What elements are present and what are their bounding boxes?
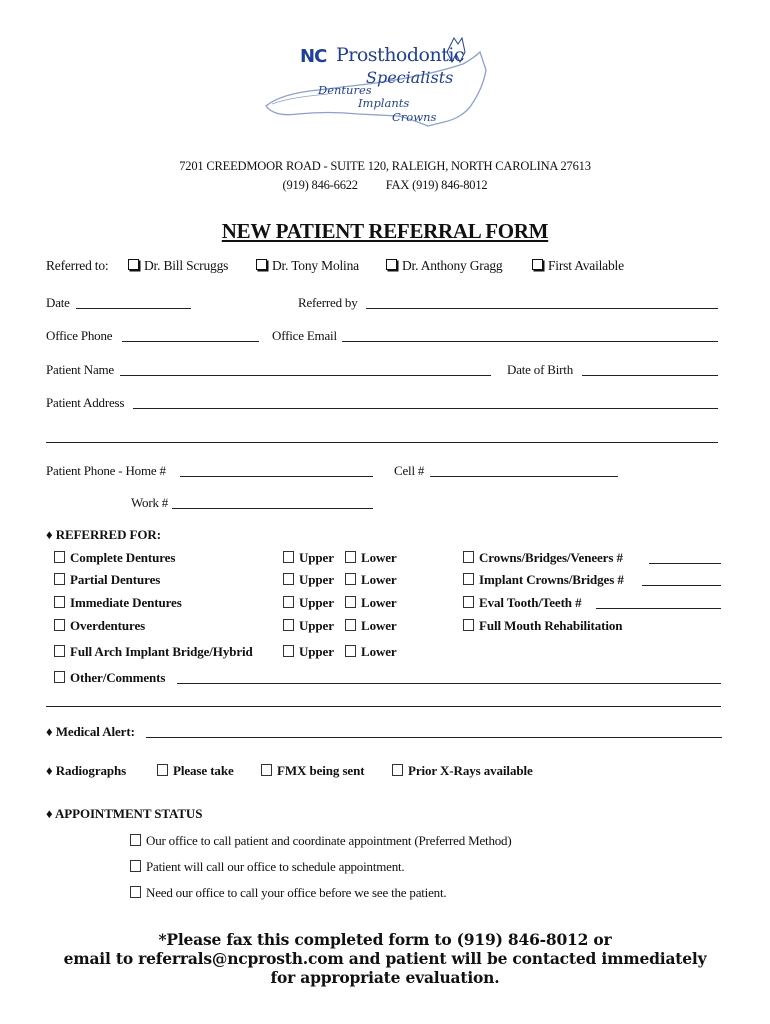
checkbox-icon[interactable] <box>54 573 65 585</box>
logo-subtitle: Specialists <box>366 68 454 87</box>
practice-address: 7201 CREEDMOOR ROAD - SUITE 120, RALEIGH, NORTH CAROLINA 27613 <box>179 159 591 173</box>
checkbox-icon[interactable] <box>157 764 168 776</box>
immediate-dentures-lower[interactable]: Lower <box>345 595 397 611</box>
footer-line-2: email to referrals@ncprosth.com and patient will be contacted immediately <box>63 949 707 968</box>
option-first-available[interactable]: First Available <box>532 258 624 274</box>
referred-by-label: Referred by <box>298 295 358 310</box>
date-label: Date <box>46 295 70 310</box>
checkbox-icon[interactable] <box>283 645 294 657</box>
option-full-arch-implant[interactable]: Full Arch Implant Bridge/Hybrid <box>54 644 253 660</box>
checkbox-icon[interactable] <box>463 573 474 585</box>
referred-by-input-line[interactable] <box>366 308 718 309</box>
radiograph-prior-available[interactable]: Prior X-Rays available <box>392 763 533 779</box>
option-full-mouth-rehab[interactable]: Full Mouth Rehabilitation <box>463 618 622 634</box>
checkbox-icon[interactable] <box>283 596 294 608</box>
checkbox-icon[interactable] <box>345 551 356 563</box>
checkbox-icon[interactable] <box>54 551 65 563</box>
partial-dentures-lower[interactable]: Lower <box>345 572 397 588</box>
logo-service-implants: Implants <box>358 96 410 110</box>
overdentures-upper[interactable]: Upper <box>283 618 334 634</box>
office-phone-input-line[interactable] <box>122 341 259 342</box>
form-title: NEW PATIENT REFERRAL FORM <box>221 219 549 243</box>
option-complete-dentures[interactable]: Complete Dentures <box>54 550 175 566</box>
checkbox-icon[interactable] <box>283 573 294 585</box>
logo-nc: NC <box>300 46 327 67</box>
crowns-teeth-input-line[interactable] <box>649 563 721 564</box>
complete-dentures-lower[interactable]: Lower <box>345 550 397 566</box>
checkbox-icon[interactable] <box>386 259 397 270</box>
eval-teeth-input-line[interactable] <box>596 608 721 609</box>
medical-alert-label: ♦ Medical Alert: <box>46 724 135 739</box>
checkbox-icon[interactable] <box>463 619 474 631</box>
checkbox-icon[interactable] <box>283 619 294 631</box>
checkbox-icon[interactable] <box>463 551 474 563</box>
diamond-bullet-icon: ♦ <box>46 763 53 778</box>
patient-name-label: Patient Name <box>46 362 114 377</box>
dob-input-line[interactable] <box>582 375 718 376</box>
patient-address-line-2[interactable] <box>46 442 718 443</box>
logo-service-crowns: Crowns <box>392 110 437 124</box>
logo-brand: Prosthodontic <box>336 44 465 66</box>
office-email-label: Office Email <box>272 328 337 343</box>
complete-dentures-upper[interactable]: Upper <box>283 550 334 566</box>
checkbox-icon[interactable] <box>54 596 65 608</box>
office-phone-label: Office Phone <box>46 328 113 343</box>
practice-fax: FAX (919) 846-8012 <box>385 178 488 192</box>
checkbox-icon[interactable] <box>128 259 139 270</box>
overdentures-lower[interactable]: Lower <box>345 618 397 634</box>
option-dr-molina[interactable]: Dr. Tony Molina <box>256 258 359 274</box>
option-implant-crowns-bridges[interactable]: Implant Crowns/Bridges # <box>463 572 624 588</box>
referred-to-label: Referred to: <box>46 258 109 273</box>
cell-label: Cell # <box>394 463 425 478</box>
radiograph-fmx-sent[interactable]: FMX being sent <box>261 763 364 779</box>
cell-input-line[interactable] <box>430 476 618 477</box>
option-immediate-dentures[interactable]: Immediate Dentures <box>54 595 182 611</box>
diamond-bullet-icon: ♦ <box>46 806 53 821</box>
partial-dentures-upper[interactable]: Upper <box>283 572 334 588</box>
checkbox-icon[interactable] <box>54 645 65 657</box>
checkbox-icon[interactable] <box>463 596 474 608</box>
date-input-line[interactable] <box>76 308 191 309</box>
option-dr-scruggs[interactable]: Dr. Bill Scruggs <box>128 258 228 274</box>
appointment-status-heading: ♦ APPOINTMENT STATUS <box>46 806 203 821</box>
option-partial-dentures[interactable]: Partial Dentures <box>54 572 160 588</box>
option-other-comments[interactable]: Other/Comments <box>54 670 165 686</box>
option-crowns-bridges-veneers[interactable]: Crowns/Bridges/Veneers # <box>463 550 623 566</box>
comments-input-line-2[interactable] <box>46 706 721 707</box>
radiographs-label: ♦ Radiographs <box>46 763 127 778</box>
appointment-option-patient-calls[interactable]: Patient will call our office to schedule appointment. <box>130 859 404 875</box>
patient-address-label: Patient Address <box>46 395 125 410</box>
checkbox-icon[interactable] <box>345 619 356 631</box>
footer-line-3: for appropriate evaluation. <box>270 968 500 987</box>
full-arch-upper[interactable]: Upper <box>283 644 334 660</box>
patient-name-input-line[interactable] <box>120 375 491 376</box>
checkbox-icon[interactable] <box>54 619 65 631</box>
practice-phone: (919) 846-6622 <box>282 178 358 192</box>
practice-logo <box>258 34 498 134</box>
home-phone-input-line[interactable] <box>180 476 373 477</box>
checkbox-icon[interactable] <box>130 886 141 898</box>
practice-contact <box>0 178 770 193</box>
logo-service-dentures: Dentures <box>318 83 372 97</box>
checkbox-icon[interactable] <box>256 259 267 270</box>
immediate-dentures-upper[interactable]: Upper <box>283 595 334 611</box>
checkbox-icon[interactable] <box>345 596 356 608</box>
comments-input-line[interactable] <box>177 683 721 684</box>
option-overdentures[interactable]: Overdentures <box>54 618 145 634</box>
footer-line-1: *Please fax this completed form to (919) 846-8012 or <box>158 930 612 949</box>
patient-address-input-line[interactable] <box>133 408 718 409</box>
referred-for-heading: ♦ REFERRED FOR: <box>46 527 161 542</box>
implant-teeth-input-line[interactable] <box>642 585 721 586</box>
radiograph-please-take[interactable]: Please take <box>157 763 234 779</box>
diamond-bullet-icon: ♦ <box>46 527 53 542</box>
checkbox-icon[interactable] <box>130 860 141 872</box>
checkbox-icon[interactable] <box>54 671 65 683</box>
checkbox-icon[interactable] <box>130 834 141 846</box>
office-email-input-line[interactable] <box>342 341 718 342</box>
medical-alert-input-line[interactable] <box>146 737 722 738</box>
checkbox-icon[interactable] <box>283 551 294 563</box>
work-label: Work # <box>131 495 169 510</box>
patient-phone-label: Patient Phone - Home # <box>46 463 166 478</box>
option-eval-tooth[interactable]: Eval Tooth/Teeth # <box>463 595 581 611</box>
diamond-bullet-icon: ♦ <box>46 724 53 739</box>
checkbox-icon[interactable] <box>532 259 543 270</box>
checkbox-icon[interactable] <box>392 764 403 776</box>
dob-label: Date of Birth <box>507 362 573 377</box>
appointment-option-call-first[interactable]: Need our office to call your office before we see the patient. <box>130 885 446 901</box>
checkbox-icon[interactable] <box>261 764 272 776</box>
checkbox-icon[interactable] <box>345 573 356 585</box>
checkbox-icon[interactable] <box>345 645 356 657</box>
work-input-line[interactable] <box>172 508 373 509</box>
option-dr-gragg[interactable]: Dr. Anthony Gragg <box>386 258 502 274</box>
appointment-option-office-calls[interactable]: Our office to call patient and coordinate appointment (Preferred Method) <box>130 833 511 849</box>
full-arch-lower[interactable]: Lower <box>345 644 397 660</box>
